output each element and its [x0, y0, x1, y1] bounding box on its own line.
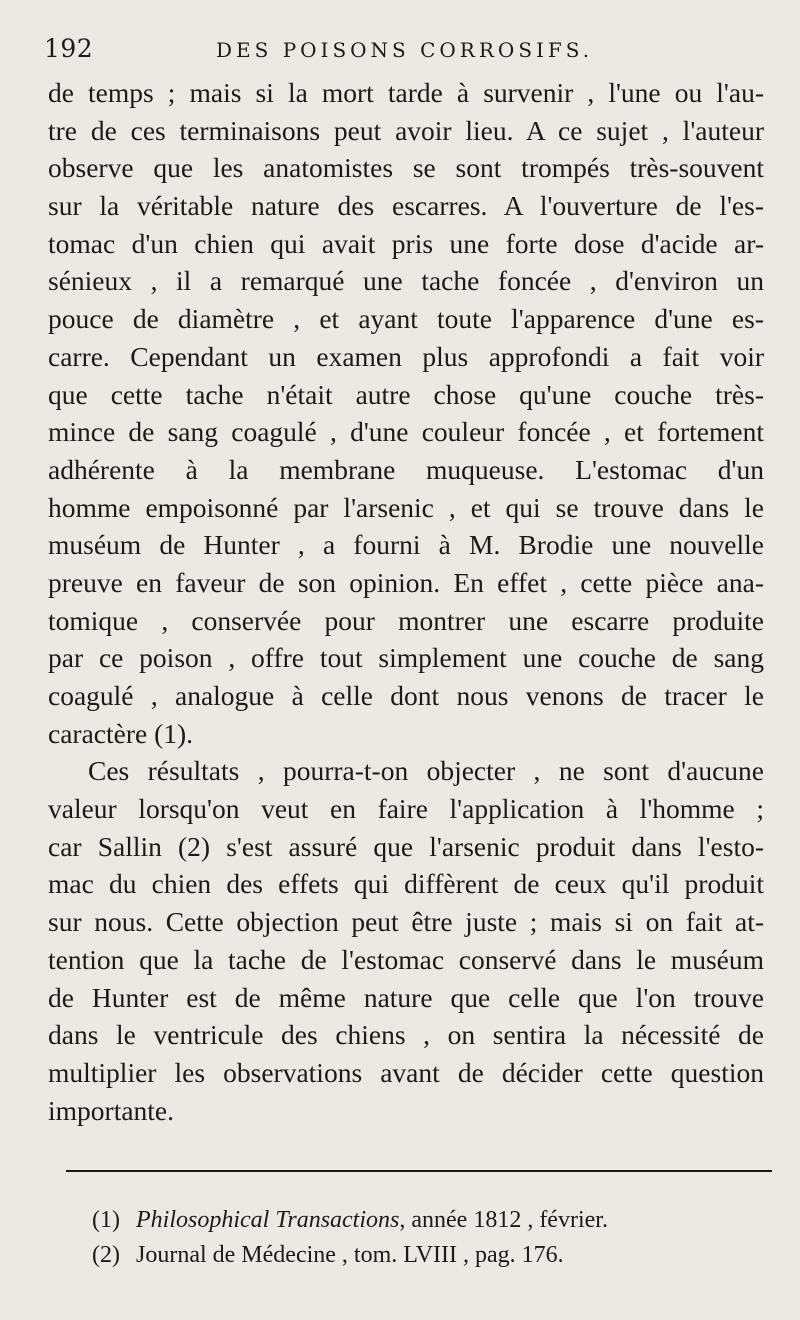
text-line: tre de ces terminaisons peut avoir lieu. A ce sujet , l'auteur [48, 114, 764, 146]
text-line: dans le ventricule des chiens , on sentira la nécessité de [48, 1019, 764, 1051]
footnote-number: (2) [92, 1242, 120, 1268]
text-line: carre. Cependant un examen plus approfondi a fait voir [48, 340, 764, 372]
footnote-number: (1) [92, 1207, 120, 1233]
footnote-1 [92, 1203, 772, 1238]
text-line: car Sallin (2) s'est assuré que l'arsenic produit dans l'esto- [48, 830, 764, 862]
text-line: importante. [48, 1094, 175, 1126]
footnote-text: , année 1812 , février. [399, 1207, 608, 1233]
text-line: de temps ; mais si la mort tarde à survenir , l'une ou l'au- [48, 77, 764, 108]
text-line: de Hunter est de même nature que celle que l'on trouve [48, 981, 764, 1013]
text-line: sur la véritable nature des escarres. A l'ouverture de l'es- [48, 190, 764, 222]
text-line: tomac d'un chien qui avait pris une forte dose d'acide ar- [48, 227, 764, 259]
text-line: muséum de Hunter , a fourni à M. Brodie une nouvelle [48, 529, 764, 561]
text-line: coagulé , analogue à celle dont nous venons de tracer le [48, 680, 764, 711]
text-line: caractère (1). [48, 717, 194, 749]
page-header [40, 30, 760, 70]
page-number: 192 [44, 34, 94, 63]
footnote-title: Philosophical Transactions [136, 1207, 400, 1233]
paragraph-1 [48, 74, 764, 752]
text-line: sur nous. Cette objection peut être juste ; mais si on fait at- [48, 906, 764, 938]
running-head: DES POISONS CORROSIFS. [216, 38, 594, 62]
text-line: multiplier les observations avant de décider cette question [48, 1056, 764, 1088]
text-line: mince de sang coagulé , d'une couleur foncée , et fortement [48, 416, 764, 448]
text-line: Ces résultats , pourra-t-on objecter , ne sont d'aucune [88, 755, 764, 787]
footnotes [92, 1203, 772, 1273]
body-text [48, 74, 764, 1129]
text-line: pouce de diamètre , et ayant toute l'apparence d'une es- [48, 303, 764, 335]
text-line: preuve en faveur de son opinion. En effet , cette pièce ana- [48, 566, 764, 598]
text-line: observe que les anatomistes se sont trompés très-souvent [48, 152, 764, 184]
text-line: valeur lorsqu'on veut en faire l'application à l'homme ; [48, 793, 764, 825]
text-line: mac du chien des effets qui diffèrent de ceux qu'il produit [48, 868, 764, 900]
text-line: que cette tache n'était autre chose qu'une couche très- [48, 378, 764, 410]
text-line: sénieux , il a remarqué une tache foncée , d'environ un [48, 265, 764, 297]
text-line: adhérente à la membrane muqueuse. L'estomac d'un [48, 453, 764, 485]
footnote-2 [92, 1238, 772, 1273]
text-line: tomique , conservée pour montrer une escarre produite [48, 604, 764, 636]
text-line: homme empoisonné par l'arsenic , et qui se trouve dans le [48, 491, 764, 523]
paragraph-2 [48, 752, 764, 1129]
text-line: tention que la tache de l'estomac conservé dans le muséum [48, 943, 764, 975]
text-line: par ce poison , offre tout simplement une couche de sang [48, 642, 764, 674]
footnote-text: Journal de Médecine , tom. LVIII , pag. 176. [136, 1242, 564, 1268]
footnote-rule [66, 1170, 772, 1172]
